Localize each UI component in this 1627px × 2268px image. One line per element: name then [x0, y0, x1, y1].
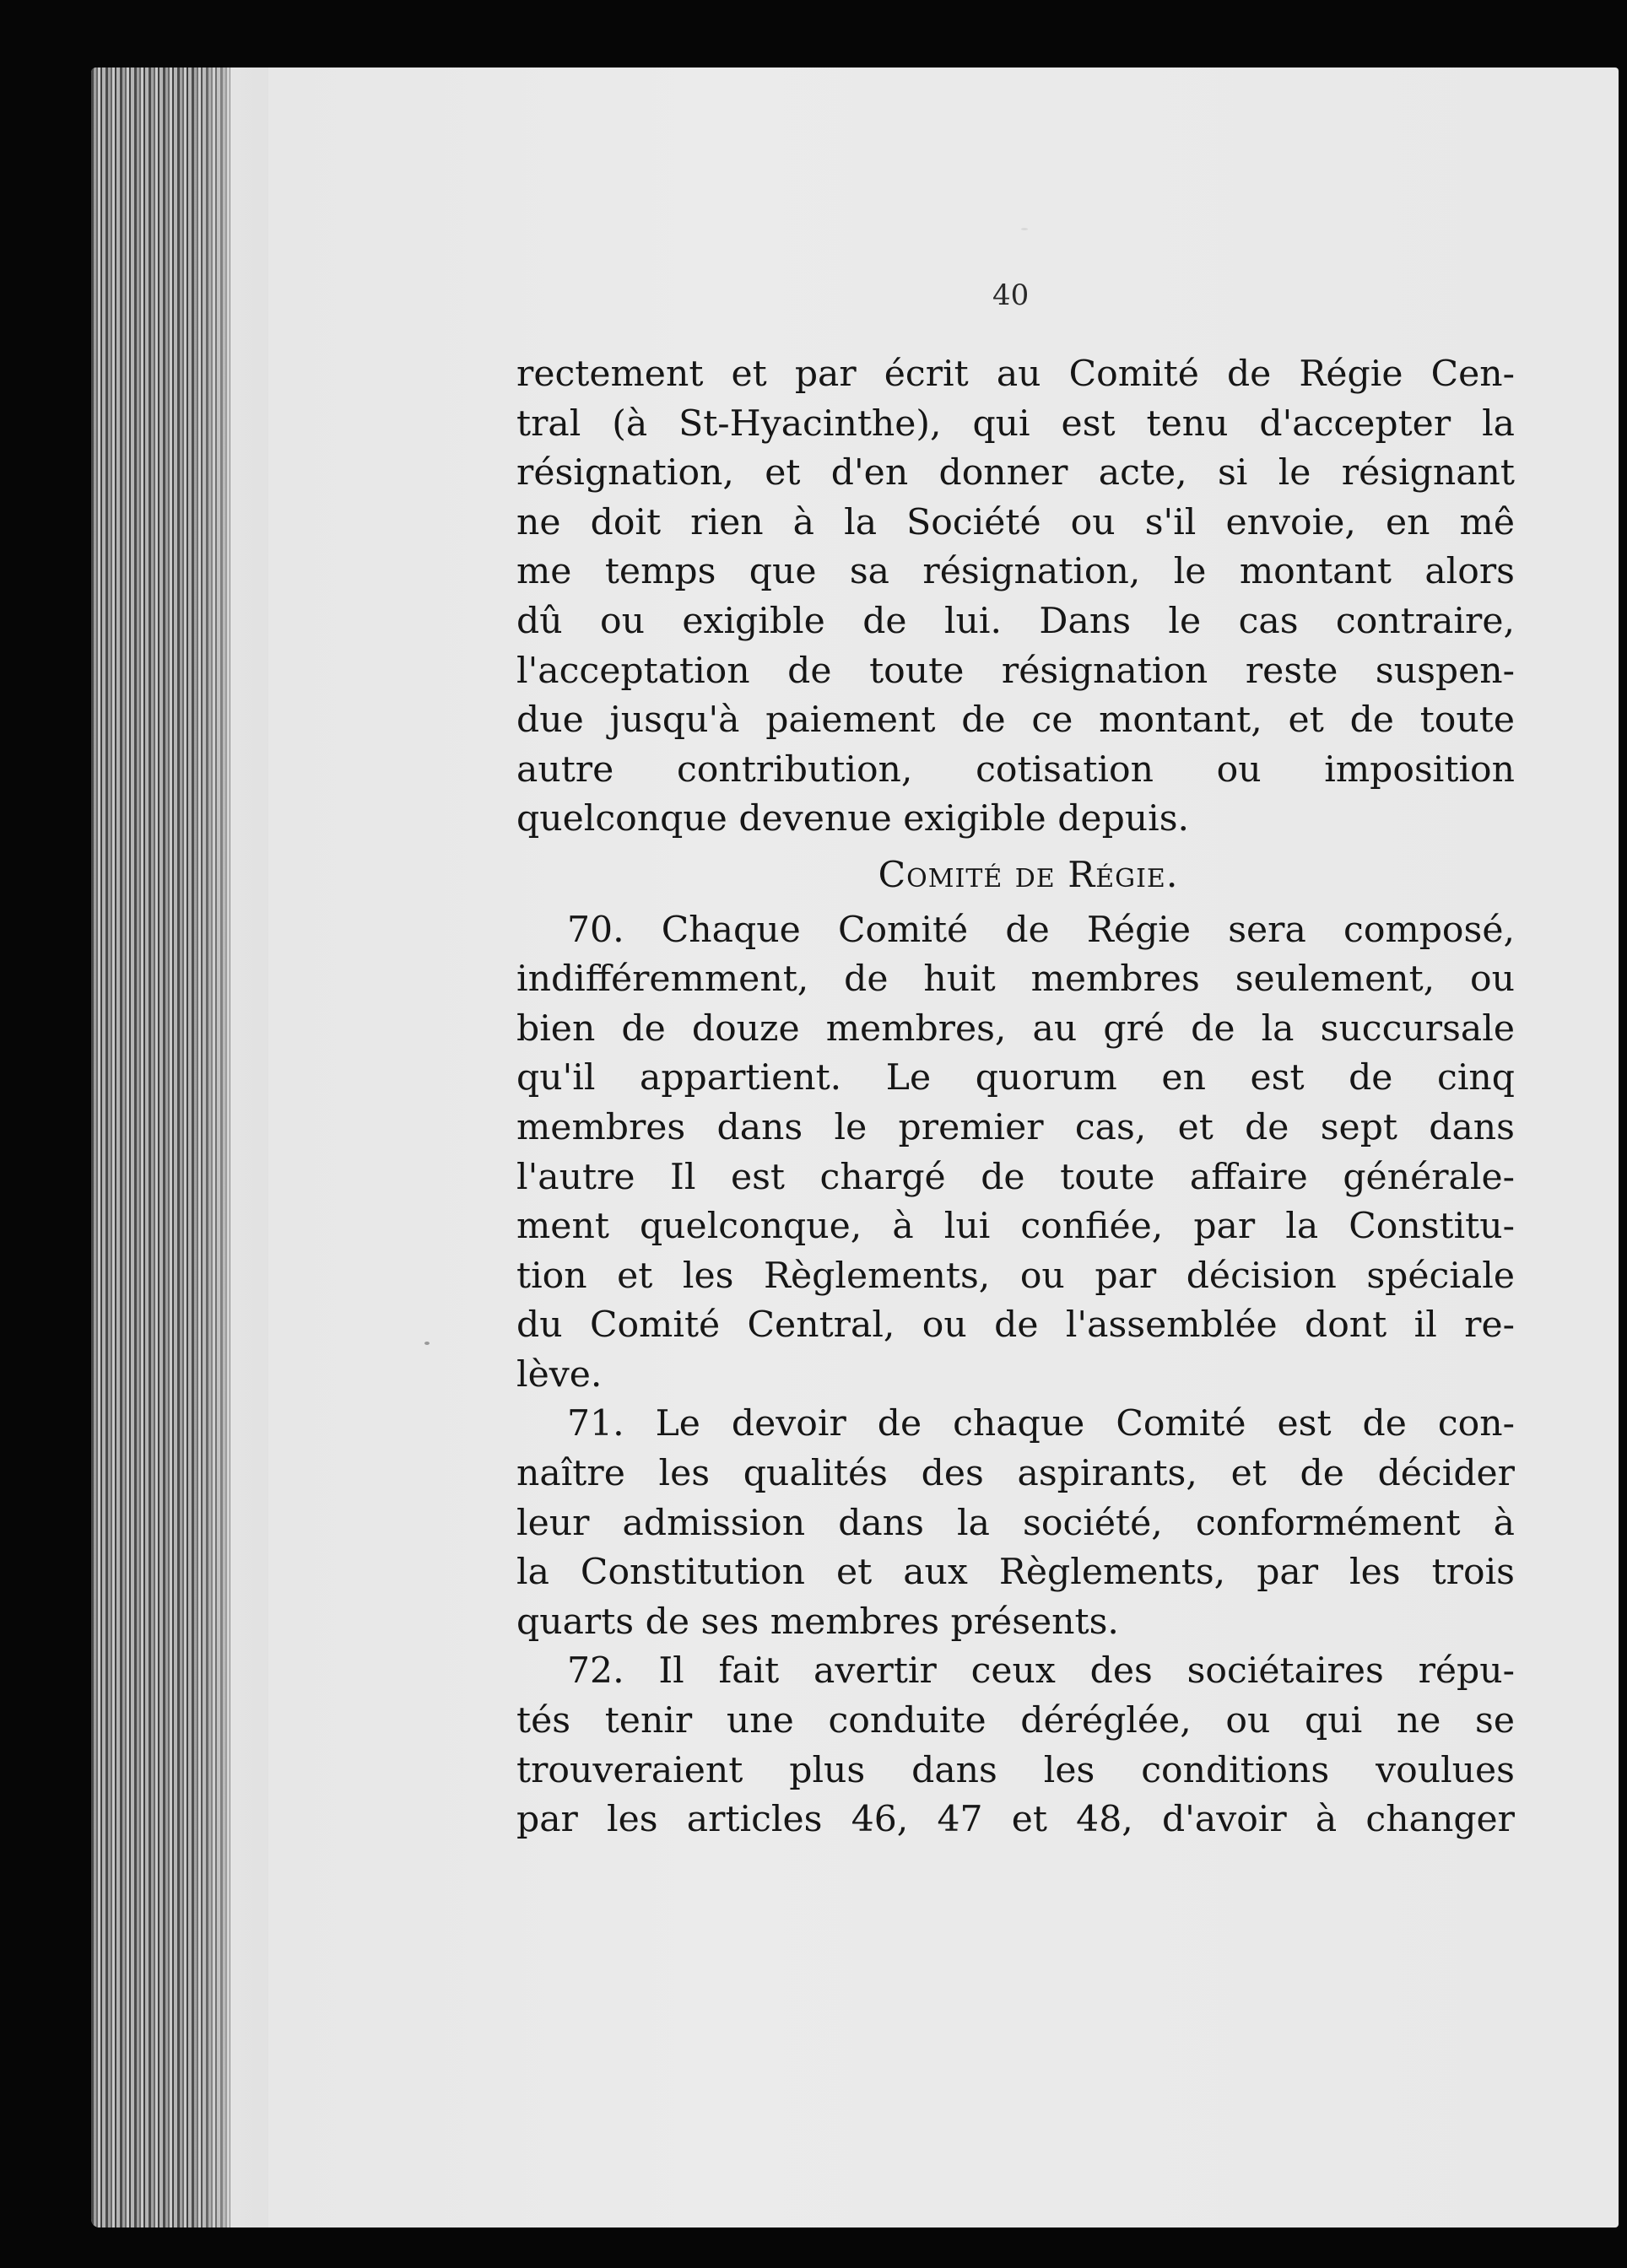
- text-line: dû ou exigible de lui. Dans le cas contraire,: [516, 600, 1515, 642]
- article-71-line: 71. Le devoir de chaque Comité est de con-: [567, 1403, 1515, 1445]
- binding-shadow: [192, 68, 268, 2228]
- article-70-line: lève.: [516, 1353, 603, 1396]
- article-70-line: membres dans le premier cas, et de sept dans: [516, 1106, 1515, 1148]
- article-70-line: indifféremment, de huit membres seulement, ou: [516, 958, 1515, 1001]
- paper-speck: [1021, 228, 1028, 230]
- section-heading: Comité de Régie.: [878, 854, 1179, 896]
- article-71-line: leur admission dans la société, conformément à: [516, 1502, 1515, 1544]
- text-line: autre contribution, cotisation ou imposition: [516, 748, 1515, 791]
- page-body-text: [516, 350, 1515, 1845]
- article-70-line: tion et les Règlements, ou par décision spéciale: [516, 1255, 1515, 1297]
- article-70-line: bien de douze membres, au gré de la succursale: [516, 1007, 1515, 1050]
- article-71-line: la Constitution et aux Règlements, par les trois: [516, 1552, 1515, 1594]
- article-72-line: par les articles 46, 47 et 48, d'avoir à changer: [516, 1799, 1515, 1841]
- article-70-line: l'autre Il est chargé de toute affaire générale-: [516, 1156, 1515, 1198]
- article-70-line: 70. Chaque Comité de Régie sera composé,: [567, 909, 1515, 951]
- text-line: me temps que sa résignation, le montant alors: [516, 551, 1515, 593]
- text-line: ne doit rien à la Société ou s'il envoie, en mê: [516, 501, 1515, 543]
- text-line: l'acceptation de toute résignation reste suspen-: [516, 650, 1515, 692]
- paper-speck: [424, 1342, 430, 1345]
- article-72-line: trouveraient plus dans les conditions voulues: [516, 1749, 1515, 1791]
- text-line: résignation, et d'en donner acte, si le résignant: [516, 452, 1515, 494]
- article-70-line: ment quelconque, à lui confiée, par la Constitu-: [516, 1206, 1515, 1248]
- article-70-line: qu'il appartient. Le quorum en est de cinq: [516, 1057, 1515, 1099]
- text-line: due jusqu'à paiement de ce montant, et de toute: [516, 699, 1515, 742]
- article-72-line: tés tenir une conduite déréglée, ou qui ne se: [516, 1700, 1515, 1742]
- page-number: 40: [992, 278, 1030, 312]
- article-71-line: quarts de ses membres présents.: [516, 1601, 1119, 1643]
- text-line: tral (à St-Hyacinthe), qui est tenu d'accepter la: [516, 402, 1515, 445]
- text-line: rectement et par écrit au Comité de Régie Cen-: [516, 354, 1515, 395]
- article-71-line: naître les qualités des aspirants, et de décider: [516, 1453, 1515, 1495]
- article-70-line: du Comité Central, ou de l'assemblée dont il re-: [516, 1304, 1515, 1347]
- article-72-line: 72. Il fait avertir ceux des sociétaires répu-: [567, 1650, 1515, 1693]
- text-line: quelconque devenue exigible depuis.: [516, 798, 1190, 840]
